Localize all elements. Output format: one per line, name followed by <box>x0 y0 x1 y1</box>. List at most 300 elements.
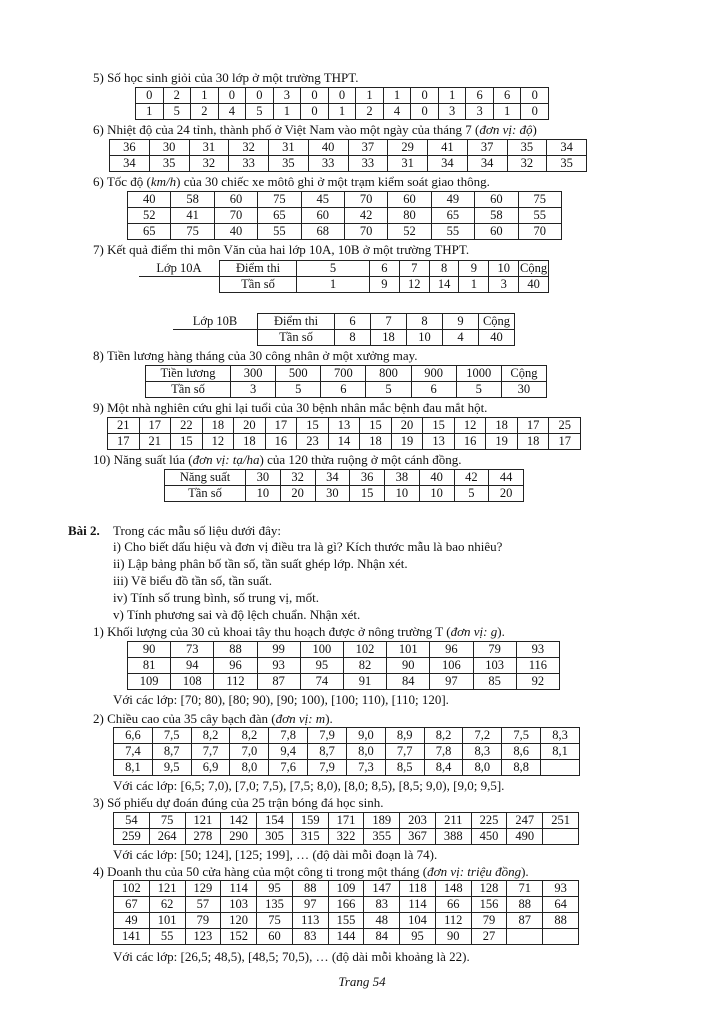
table-cell: 32 <box>189 156 229 172</box>
table-row <box>108 434 581 450</box>
table-cell: 17 <box>549 434 581 450</box>
table-cell: 3 <box>438 104 466 120</box>
table-cell: 101 <box>387 642 430 658</box>
table-cell: Cộng <box>501 366 546 382</box>
problem-2-classes: Với các lớp: [6,5; 7,0), [7,0; 7,5), [7,5; 8,0), [8,0; 8,5), [8,5; 9,0), [9,0; 9,5]. <box>113 778 505 793</box>
table-cell: 1 <box>383 88 411 104</box>
table-cell: 367 <box>400 829 436 845</box>
table-cell: 95 <box>300 658 343 674</box>
table-cell: 15 <box>171 434 203 450</box>
table-cell: 0 <box>521 88 549 104</box>
table-cell: 95 <box>257 881 293 897</box>
table-cell: 31 <box>269 140 309 156</box>
table-cell: 79 <box>471 913 507 929</box>
table-cell: 8 <box>335 330 371 346</box>
table-cell: 82 <box>343 658 386 674</box>
table-cell: 0 <box>246 88 274 104</box>
table-cell: 37 <box>467 140 507 156</box>
table-cell: 16 <box>454 434 486 450</box>
table-cell: 20 <box>489 486 524 502</box>
table-row <box>173 314 515 330</box>
table-cell: 116 <box>516 658 559 674</box>
table-cell: 55 <box>258 224 301 240</box>
table-cell: 8 <box>407 314 443 330</box>
table-cell: Tần số <box>146 382 231 398</box>
table-cell: 7,8 <box>269 728 308 744</box>
table-cell: 34 <box>428 156 468 172</box>
table-cell: 65 <box>431 208 474 224</box>
table-cell: Tần số <box>258 330 335 346</box>
item-7-heading: 7) Kết quả điểm thi môn Văn của hai lớp 10A, 10B ở một trường THPT. <box>93 242 470 257</box>
table-cell: 102 <box>343 642 386 658</box>
table-cell: 10 <box>407 330 443 346</box>
table-item-7-class-10a <box>139 260 549 293</box>
table-cell: 7,8 <box>424 744 463 760</box>
table-cell: Năng suất <box>165 470 246 486</box>
table-cell: 0 <box>521 104 549 120</box>
table-cell: 700 <box>321 366 366 382</box>
table-row <box>114 813 579 829</box>
table-row <box>146 366 547 382</box>
table-item-5 <box>135 87 549 120</box>
table-cell: 1 <box>273 104 301 120</box>
table-cell: 45 <box>301 192 344 208</box>
table-cell: 5 <box>246 104 274 120</box>
table-cell: 17 <box>108 434 140 450</box>
table-cell: 6 <box>370 261 400 277</box>
table-cell: 83 <box>292 929 328 945</box>
table-cell: 8,1 <box>541 744 580 760</box>
table-cell: 38 <box>385 470 420 486</box>
table-cell: 264 <box>149 829 185 845</box>
table-cell: 155 <box>328 913 364 929</box>
table-cell: 75 <box>258 192 301 208</box>
table-cell: 6 <box>493 88 521 104</box>
table-cell: 33 <box>308 156 348 172</box>
table-problem-4 <box>113 880 579 945</box>
table-cell: 62 <box>149 897 185 913</box>
table-cell: 8,0 <box>463 760 502 776</box>
table-cell: 95 <box>400 929 436 945</box>
table-cell: 102 <box>114 881 150 897</box>
table-cell: 18 <box>486 418 518 434</box>
table-cell: 1 <box>459 277 489 293</box>
table-cell: 259 <box>114 829 150 845</box>
table-cell: 355 <box>364 829 400 845</box>
table-cell: 88 <box>543 913 579 929</box>
table-cell: 3 <box>466 104 494 120</box>
table-cell: 8,5 <box>385 760 424 776</box>
table-cell: 6 <box>466 88 494 104</box>
table-row <box>165 486 524 502</box>
table-cell: 9 <box>370 277 400 293</box>
table-cell: 14 <box>328 434 360 450</box>
question-i: i) Cho biết dấu hiệu và đơn vị điều tra là gì? Kích thước mẫu là bao nhiêu? <box>113 539 503 554</box>
table-cell: 55 <box>431 224 474 240</box>
table-cell: 8,0 <box>346 744 385 760</box>
table-cell: 8,2 <box>191 728 230 744</box>
table-cell: 6 <box>321 382 366 398</box>
table-cell: 75 <box>518 192 561 208</box>
table-cell: 800 <box>366 366 411 382</box>
table-cell: 70 <box>344 224 387 240</box>
table-cell: 5 <box>276 382 321 398</box>
table-cell: 103 <box>221 897 257 913</box>
table-cell: 41 <box>428 140 468 156</box>
table-item-7-class-10b <box>173 313 515 346</box>
table-cell: 40 <box>419 470 454 486</box>
table-cell: 225 <box>471 813 507 829</box>
table-cell: 109 <box>328 881 364 897</box>
table-cell: 18 <box>360 434 392 450</box>
table-item-8 <box>145 365 547 398</box>
table-row <box>114 760 580 776</box>
table-cell: 144 <box>328 929 364 945</box>
table-cell: 49 <box>114 913 150 929</box>
table-cell: 22 <box>171 418 203 434</box>
table-cell: 1 <box>438 88 466 104</box>
table-cell: 9 <box>443 314 479 330</box>
table-item-6b <box>127 191 562 240</box>
table-cell: 67 <box>114 897 150 913</box>
table-cell: 118 <box>400 881 436 897</box>
table-cell: 60 <box>388 192 431 208</box>
table-cell: 0 <box>301 88 329 104</box>
table-cell: 88 <box>507 897 543 913</box>
table-cell: 152 <box>221 929 257 945</box>
table-cell: 104 <box>400 913 436 929</box>
exercise-label: Bài 2. <box>68 523 100 538</box>
table-cell: 42 <box>344 208 387 224</box>
table-cell: 85 <box>473 674 516 690</box>
table-cell: 114 <box>400 897 436 913</box>
table-cell: 10 <box>419 486 454 502</box>
table-cell: 94 <box>171 658 214 674</box>
table-row <box>114 913 579 929</box>
table-cell: Điểm thi <box>220 261 297 277</box>
table-cell: 322 <box>328 829 364 845</box>
table-cell: 112 <box>435 913 471 929</box>
table-row <box>128 224 562 240</box>
table-cell: 30 <box>149 140 189 156</box>
table-cell: 5 <box>454 486 489 502</box>
table-row <box>136 88 549 104</box>
table-cell: 7,5 <box>502 728 541 744</box>
question-iv: iv) Tính số trung bình, số trung vị, mốt. <box>113 590 319 605</box>
table-item-10 <box>164 469 524 502</box>
table-cell: 15 <box>350 486 385 502</box>
table-cell: 40 <box>214 224 257 240</box>
table-problem-2 <box>113 727 580 776</box>
table-cell: 251 <box>543 813 579 829</box>
table-cell: 66 <box>435 897 471 913</box>
table-cell: 490 <box>507 829 543 845</box>
table-cell: 300 <box>231 366 276 382</box>
table-cell <box>507 929 543 945</box>
table-cell: 83 <box>364 897 400 913</box>
table-cell: 19 <box>486 434 518 450</box>
table-cell: 35 <box>547 156 587 172</box>
table-cell: 9,4 <box>269 744 308 760</box>
table-cell: 92 <box>516 674 559 690</box>
table-cell: 7,2 <box>463 728 502 744</box>
table-cell: 96 <box>430 642 473 658</box>
table-cell: 34 <box>110 156 150 172</box>
table-cell: 57 <box>185 897 221 913</box>
table-cell: 19 <box>391 434 423 450</box>
table-row <box>136 104 549 120</box>
table-cell: 0 <box>301 104 329 120</box>
problem-4-classes: Với các lớp: [26,5; 48,5), [48,5; 70,5), … (độ dài mỗi khoảng là 22). <box>113 949 470 964</box>
table-cell <box>139 277 220 293</box>
table-cell: 71 <box>507 881 543 897</box>
table-cell: 2 <box>356 104 384 120</box>
table-cell: 32 <box>280 470 315 486</box>
table-cell: 93 <box>516 642 559 658</box>
table-cell: 7,9 <box>308 728 347 744</box>
table-cell: 211 <box>435 813 471 829</box>
table-cell: 8,6 <box>502 744 541 760</box>
table-cell: 135 <box>257 897 293 913</box>
table-cell: 40 <box>519 277 549 293</box>
table-cell: 32 <box>229 140 269 156</box>
table-item-9 <box>107 417 581 450</box>
table-row <box>128 208 562 224</box>
table-cell: 121 <box>185 813 221 829</box>
table-row <box>114 897 579 913</box>
table-cell: 40 <box>479 330 515 346</box>
table-cell: 129 <box>185 881 221 897</box>
table-cell: 30 <box>315 486 350 502</box>
table-cell: 70 <box>344 192 387 208</box>
table-cell: 17 <box>139 418 171 434</box>
table-cell: 36 <box>110 140 150 156</box>
table-cell: 166 <box>328 897 364 913</box>
table-cell: 75 <box>171 224 214 240</box>
table-cell: 1 <box>493 104 521 120</box>
item-9-heading: 9) Một nhà nghiên cứu ghi lại tuổi của 30 bệnh nhân mắc bệnh đau mắt hột. <box>93 400 488 415</box>
table-cell: 5 <box>456 382 501 398</box>
table-cell: 60 <box>214 192 257 208</box>
table-cell: 112 <box>214 674 257 690</box>
table-cell: Cộng <box>479 314 515 330</box>
table-cell: 9 <box>459 261 489 277</box>
table-row <box>173 330 515 346</box>
problem-3-heading: 3) Số phiếu dự đoán đúng của 25 trận bóng đá học sinh. <box>93 795 384 810</box>
table-cell: 5 <box>297 261 370 277</box>
table-cell: 88 <box>292 881 328 897</box>
table-problem-1 <box>127 641 560 690</box>
item-8-heading: 8) Tiền lương hàng tháng của 30 công nhân ở một xưởng may. <box>93 348 418 363</box>
table-row <box>165 470 524 486</box>
table-cell: 148 <box>435 881 471 897</box>
table-cell: 7,5 <box>152 728 191 744</box>
table-row <box>146 382 547 398</box>
table-cell: 1 <box>356 88 384 104</box>
table-cell: 0 <box>411 88 439 104</box>
table-cell: 99 <box>257 642 300 658</box>
table-cell: 58 <box>475 208 518 224</box>
table-cell: 21 <box>108 418 140 434</box>
problem-3-classes: Với các lớp: [50; 124], [125; 199], … (độ dài mỗi đoạn là 74). <box>113 847 438 862</box>
table-cell: 25 <box>549 418 581 434</box>
table-cell: 4 <box>443 330 479 346</box>
table-cell: 5 <box>163 104 191 120</box>
page-number: Trang 54 <box>338 974 386 989</box>
table-cell: 7,3 <box>346 760 385 776</box>
table-cell: 500 <box>276 366 321 382</box>
table-cell: 13 <box>328 418 360 434</box>
table-cell: 8,3 <box>463 744 502 760</box>
table-cell: 900 <box>411 366 456 382</box>
table-cell: 31 <box>388 156 428 172</box>
table-cell: 35 <box>507 140 547 156</box>
table-cell: 203 <box>400 813 436 829</box>
table-row <box>114 881 579 897</box>
table-cell: 388 <box>435 829 471 845</box>
table-cell: 6 <box>335 314 371 330</box>
table-cell: 35 <box>149 156 189 172</box>
table-cell: 27 <box>471 929 507 945</box>
table-cell: 1 <box>191 88 219 104</box>
table-cell: 40 <box>308 140 348 156</box>
table-cell: 12 <box>202 434 234 450</box>
table-cell: 6 <box>411 382 456 398</box>
table-cell: 8 <box>429 261 459 277</box>
table-cell: 96 <box>214 658 257 674</box>
table-cell: 58 <box>171 192 214 208</box>
table-cell: 55 <box>149 929 185 945</box>
table-cell: 48 <box>364 913 400 929</box>
table-cell: 10 <box>246 486 281 502</box>
table-cell: 40 <box>128 192 171 208</box>
table-cell: 0 <box>411 104 439 120</box>
table-cell: Tần số <box>220 277 297 293</box>
table-cell: 2 <box>163 88 191 104</box>
table-cell: 15 <box>297 418 329 434</box>
table-cell: 1000 <box>456 366 501 382</box>
table-row <box>114 829 579 845</box>
table-cell: 93 <box>257 658 300 674</box>
table-cell: 6,9 <box>191 760 230 776</box>
table-cell <box>543 829 579 845</box>
table-cell: 74 <box>300 674 343 690</box>
table-cell: 90 <box>128 642 171 658</box>
table-row <box>128 642 560 658</box>
table-cell: 18 <box>371 330 407 346</box>
table-cell: 450 <box>471 829 507 845</box>
table-cell: 32 <box>507 156 547 172</box>
table-cell: 142 <box>221 813 257 829</box>
table-cell: 88 <box>214 642 257 658</box>
table-cell: 52 <box>388 224 431 240</box>
table-cell: 108 <box>171 674 214 690</box>
table-cell: 20 <box>280 486 315 502</box>
table-cell: 128 <box>471 881 507 897</box>
table-cell: 6,6 <box>114 728 153 744</box>
table-cell: 103 <box>473 658 516 674</box>
table-cell: 7,7 <box>191 744 230 760</box>
table-cell: 4 <box>383 104 411 120</box>
table-cell: 247 <box>507 813 543 829</box>
table-cell: 15 <box>360 418 392 434</box>
table-cell: 8,1 <box>114 760 153 776</box>
item-6b-heading: 6) Tốc độ (km/h) của 30 chiếc xe môtô ghi ở một trạm kiểm soát giao thông. <box>93 174 490 189</box>
table-cell: 8,2 <box>424 728 463 744</box>
table-cell: 147 <box>364 881 400 897</box>
table-cell: 34 <box>315 470 350 486</box>
table-cell: 8,4 <box>424 760 463 776</box>
table-cell: 37 <box>348 140 388 156</box>
table-cell: 17 <box>265 418 297 434</box>
table-cell: 4 <box>218 104 246 120</box>
table-cell: 7 <box>399 261 429 277</box>
table-cell: Lớp 10A <box>139 261 220 277</box>
table-cell: 42 <box>454 470 489 486</box>
table-cell: 16 <box>265 434 297 450</box>
table-cell: 31 <box>189 140 229 156</box>
table-row <box>110 140 587 156</box>
table-cell: 8,8 <box>502 760 541 776</box>
table-cell: 65 <box>128 224 171 240</box>
table-cell <box>173 330 258 346</box>
table-cell: 2 <box>191 104 219 120</box>
table-cell: 60 <box>475 224 518 240</box>
table-cell: 75 <box>257 913 293 929</box>
table-cell: Tần số <box>165 486 246 502</box>
table-cell: 30 <box>246 470 281 486</box>
table-cell: 34 <box>547 140 587 156</box>
table-cell: 20 <box>234 418 266 434</box>
table-cell: 97 <box>292 897 328 913</box>
table-cell: 90 <box>387 658 430 674</box>
item-10-heading: 10) Năng suất lúa (đơn vị: tạ/ha) của 120 thửa ruộng ở một cánh đồng. <box>93 452 462 467</box>
problem-1-classes: Với các lớp: [70; 80), [80; 90), [90; 100), [100; 110), [110; 120]. <box>113 692 449 707</box>
table-cell: 141 <box>114 929 150 945</box>
table-cell: 106 <box>430 658 473 674</box>
table-cell: 10 <box>385 486 420 502</box>
table-cell: 29 <box>388 140 428 156</box>
table-cell: 60 <box>301 208 344 224</box>
table-cell: Điểm thi <box>258 314 335 330</box>
table-cell: 87 <box>257 674 300 690</box>
table-cell: 60 <box>475 192 518 208</box>
table-cell: 8,2 <box>230 728 269 744</box>
table-cell: 12 <box>399 277 429 293</box>
table-cell: 18 <box>517 434 549 450</box>
table-cell: Tiền lương <box>146 366 231 382</box>
table-cell: 8,7 <box>308 744 347 760</box>
table-cell: 70 <box>214 208 257 224</box>
table-cell: 33 <box>348 156 388 172</box>
table-cell: 70 <box>518 224 561 240</box>
item-6a-heading: 6) Nhiệt độ của 24 tỉnh, thành phố ở Việt Nam vào một ngày của tháng 7 (đơn vị: độ) <box>93 122 537 137</box>
table-cell: 3 <box>489 277 519 293</box>
table-row <box>139 277 549 293</box>
exercise-intro: Trong các mẫu số liệu dưới đây: <box>113 523 281 538</box>
table-cell: 15 <box>423 418 455 434</box>
table-cell: 21 <box>139 434 171 450</box>
problem-1-heading: 1) Khối lượng của 30 củ khoai tây thu hoạch được ở nông trường T (đơn vị: g). <box>93 624 505 639</box>
table-cell: 159 <box>292 813 328 829</box>
table-cell: 109 <box>128 674 171 690</box>
table-cell <box>541 760 580 776</box>
table-cell: 84 <box>387 674 430 690</box>
table-cell: 5 <box>366 382 411 398</box>
table-row <box>139 261 549 277</box>
table-cell: 55 <box>518 208 561 224</box>
table-item-6a <box>109 139 587 172</box>
